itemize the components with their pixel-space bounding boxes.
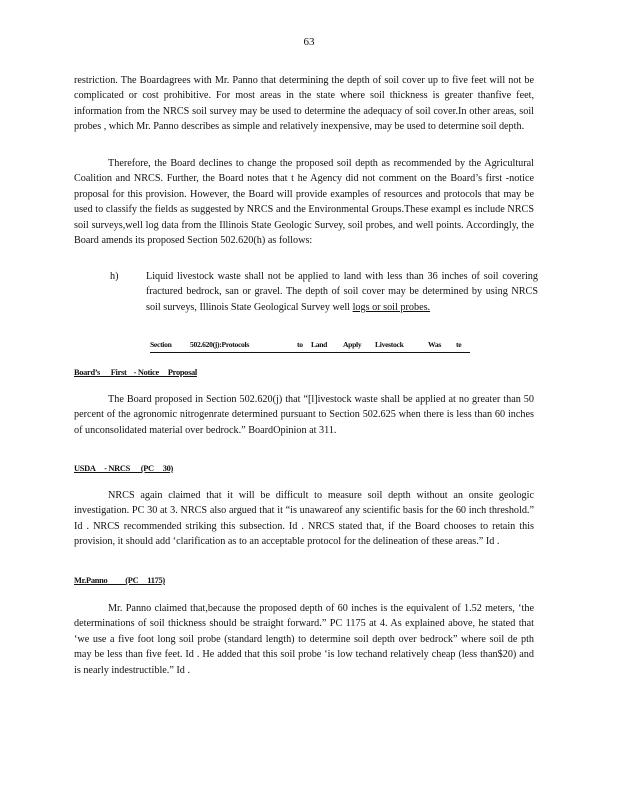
section-header-502-620j xyxy=(150,340,470,353)
item-text xyxy=(146,269,538,315)
paragraph-board-proposed-text: The Board proposed in Section 502.620(j) that “[l]ivestock waste shall be applied at no greater than 50 percent of the agronomic nitrogenrate determined pursuant to Section 502.625 when there is less than 60 inches of unconsolidated material over bedrock.” BoardOpinion at 311. xyxy=(74,394,534,436)
section-header-word: Livestock xyxy=(375,340,404,349)
section-header-word: Was xyxy=(428,340,442,349)
page-number: 63 xyxy=(303,36,315,48)
paragraph-board-proposed xyxy=(74,392,534,438)
paragraph-nrcs xyxy=(74,488,534,550)
subheading-mr-panno: Mr.Panno (PC 1175) xyxy=(74,576,165,585)
section-header-word: 502.620(j):Protocols xyxy=(190,340,250,349)
item-underlined-text: logs or soil probes. xyxy=(352,301,431,313)
section-header-word: to xyxy=(297,340,303,349)
paragraph-restriction: restriction. The Boardagrees with Mr. Panno that determining the depth of soil cover up to five feet will not be complicated or cost prohibitive. For most areas in the state where soil thickness is greater thanfive feet, information from the NRCS soil survey may be used to determine the adequacy of soil cover.In other areas, soil probes , which Mr. Panno describes as simple and relatively inexpensive, may be used to determine soil depth. xyxy=(74,75,534,133)
paragraph-therefore-text: Therefore, the Board declines to change the proposed soil depth as recommended by the Agricultural Coalition and NRCS. Further, the Board notes that t he Agency did not comment on the Board’s first -notice proposal for this provision. However, the Board will provide examples of resources and protocols that may be used to classify the fields as suggested by NRCS and the Environmental Groups.These exampl es include NRCS soil surveys,well log data from the Illinois State Geologic Survey, soil probes, and well points. Accordingly, the Board amends its proposed Section 502.620(h) as follows: xyxy=(74,158,534,247)
section-header-word: Section xyxy=(150,340,172,349)
section-header-word: te xyxy=(456,340,462,349)
paragraph-mr-panno xyxy=(74,601,534,678)
paragraph-therefore xyxy=(74,156,534,248)
paragraph-mr-panno-text: Mr. Panno claimed that,because the proposed depth of 60 inches is the equivalent of 1.52 meters, ‘the determinations of soil thickness should be straight forward.” PC 1175 at 4. As explained above, he stated that ‘we use a five foot long soil probe (standard length) to determine soil depth over bedrock” where soil de pth may be less than five feet. Id . He added that this soil probe ‘is low techand relatively cheap (less than$20) and is nearly indestructible.” Id . xyxy=(74,603,534,676)
item-label: h) xyxy=(110,271,119,282)
subheading-usda-nrcs: USDA - NRCS (PC 30) xyxy=(74,464,174,473)
subheading-board-first-notice: Board’s First - Notice Proposal xyxy=(74,368,197,377)
section-header-word: Land xyxy=(311,340,328,349)
item-body: Liquid livestock waste shall not be applied to land with less than 36 inches of soil covering fractured bedrock, san or gravel. The depth of soil cover may be determined by using NRCS soil surveys, Illinois State Geological Survey well xyxy=(146,271,538,313)
section-header-word: Apply xyxy=(343,340,362,349)
paragraph-nrcs-text: NRCS again claimed that it will be difficult to measure soil depth without an onsite geologic investigation. PC 30 at 3. NRCS also argued that it “is unawareof any scientific basis for the 60 inch threshold.” Id . NRCS recommended striking this subsection. Id . NRCS stated that, if the Board chooses to retain this provision, it should add ‘clarification as to an acceptable protocol for the delineation of these areas.” Id . xyxy=(74,490,534,548)
